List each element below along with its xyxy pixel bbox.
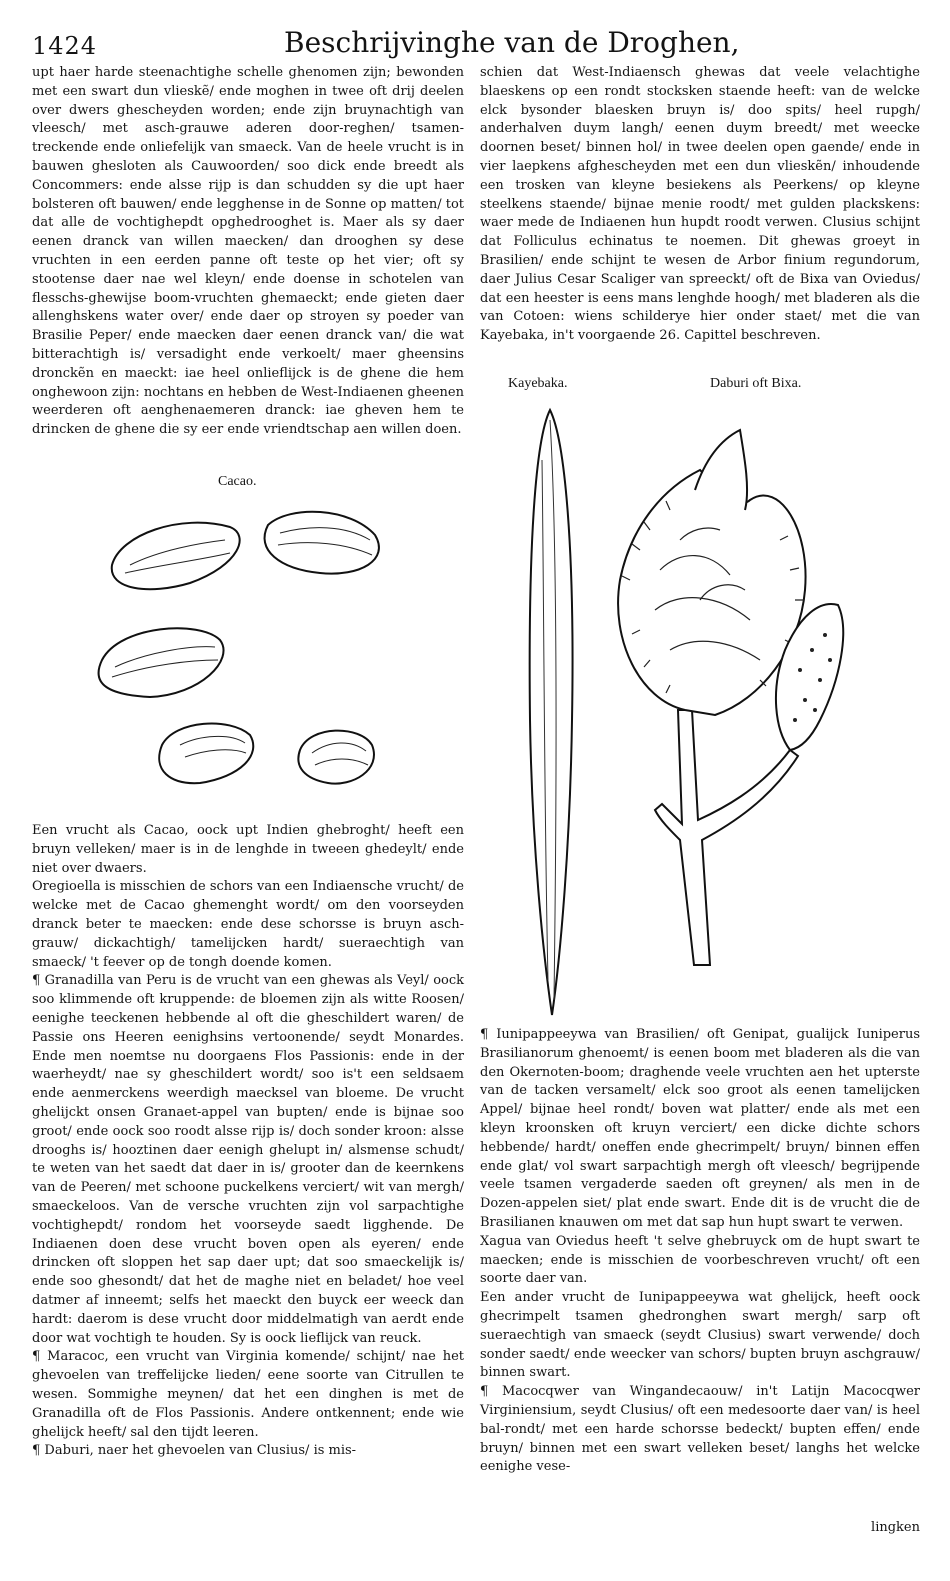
paragraph: Een vrucht als Cacao, oock upt Indien ghebroght/ heeft een bruyn velleken/ maer is in de lenghde in tweeen ghedeylt/ ende niet over dwaers. — [32, 823, 464, 876]
cacao-bean-5 — [298, 731, 374, 784]
page-number: 1424 — [32, 32, 98, 60]
paragraph: Xagua van Oviedus heeft 't selve ghebruyck om de hupt swart te maecken; ende is misschien de voorbeschreven vrucht/ oft een soorte daer van. — [480, 1233, 920, 1287]
kayebaka-daburi-illustration — [520, 400, 920, 1020]
figure-caption-cacao: Cacao. — [218, 474, 257, 489]
left-column-lower-text — [32, 822, 464, 1522]
cacao-bean-3 — [99, 628, 224, 697]
paragraph: ¶ Granadilla van Peru is de vrucht van een ghewas als Veyl/ oock soo klimmende oft kruppende: de bloemen zijn als witte Roosen/ eenighe teeckenen hebbende al oft die gheschildert waren/ de Passie ons Heeren eenighsins vertoonende/ seydt Monardes. Ende men noemtse nu doorgaens Flos Passionis: ende in der waerheydt/ nae sy gheschildert wordt/ soo is't een seldsaem ende aenmerckens weerdigh maecksel van bloeme. De vrucht ghelijckt onsen Granaet-appel van bupten/ ende is bijnae soo groot/ ende oock soo roodt alsse rijp is/ doch sonder kroon: alsse drooghs is/ hooztinen daer eenigh ghelupt in/ alsmense schudt/ te weten van het saedt dat daer in is/ grooter dan de keernkens van de Peeren/ met schoone puckelkens verciert/ wit van mergh/ smaeckeloos. Van de versche vruchten zijn vol sarpachtighe vochtighepdt/ rondom het voorseyde saedt ligghende. De Indiaenen doen dese vrucht boven open als eyeren/ ende drincken oft sloppen het sap daer upt; dat soo smaeckelijk is/ ende soo ghesondt/ dat het de maghe niet en beladet/ hoe veel datmer af inneemt; selfs het maeckt den buyck eer weeck dan hardt: daerom is dese vrucht door middelmatigh van aerdt ende door wat vochtigh te houden. Sy is oock lieflijck van reuck. — [32, 973, 464, 1346]
cacao-beans-illustration — [90, 495, 410, 805]
right-column-top-text — [480, 64, 920, 364]
daburi-stem — [655, 710, 798, 965]
paragraph: Een ander vrucht de Iunipappeeywa wat ghelijck, heeft oock ghecrimpelt tsamen ghedronghen swart mergh/ sarp oft sueraechtigh van smaeck (seydt Clusius) swart verwende/ doch sonder saedt/ ende weecker van schors/ bupten bruyn aschgrauw/ binnen swart. — [480, 1290, 920, 1381]
paragraph: ¶ Daburi, naer het ghevoelen van Clusius/ is mis- — [32, 1443, 357, 1459]
left-column-top-text — [32, 64, 464, 468]
paragraph: ¶ Macocqwer van Wingandecaouw/ in't Latijn Macocqwer Virginiensium, seydt Clusius/ oft een medesoorte daer van/ is heel bal-rondt/ met een harde schorsse bedeckt/ bupten effen/ ende bruyn/ binnen met een swart velleken beset/ langhs het welcke eenighe vese- — [480, 1384, 920, 1475]
cacao-bean-1 — [112, 523, 240, 590]
paragraph: ¶ Maracoc, een vrucht van Virginia komende/ schijnt/ nae het ghevoelen van treffelijcke lieden/ eene soorte van Citrullen te wesen. Sommighe meynen/ dat het een dinghen is met de Granadilla oft de Flos Passionis. Andere ontkennent; ende wie ghelijck heeft/ sal den tijdt leeren. — [32, 1349, 464, 1440]
paragraph: ¶ Iunipappeeywa van Brasilien/ oft Genipat, gualijck Iuniperus Brasilianorum ghenoemt/ is eenen boom met bladeren als die van den Okernoten-boom; draghende veele vruchten aen het upterste van de tacken versamelt/ elck soo groot als eenen tamelijcken Appel/ bijnae heel rondt/ boven wat platter/ ende als met een kleyn kroonsken oft kruyn verciert/ een dicke dichte schors hebbende/ hardt/ oneffen ende ghecrimpelt/ bruyn/ binnen effen ende glat/ vol swart sarpachtigh mergh oft vleesch/ begrijpende veele tsamen vergaderde saeden oft greynen/ als men in de Dozen-appelen siet/ plat ende swart. Ende dit is de vrucht die de Brasilianen knauwen om met dat sap hun hupt swart te verwen. — [480, 1027, 920, 1230]
figure-caption-kayebaka: Kayebaka. — [508, 376, 568, 391]
paragraph: schien dat West-Indiaensch ghewas dat veele velachtighe blaeskens op een rondt stocksken staende heeft: van de welcke elck bysonder blaesken bruyn is/ doo spits/ heel rupgh/ anderhalven duym langh/ eenen duym breedt/ met weecke doornen beset/ binnen hol/ in twee deelen open gaende/ ende in vier laepkens afghescheyden met een dun vlieskẽn/ inhoudende een trosken van kleyne besiekens als Peerkens/ op kleyne steelkens staende/ bijnae menie roodt/ met gulden plackskens: waer mede de Indiaenen hun hupdt roodt verwen. Clusius schijnt dat Folliculus echinatus te noemen. Dit ghewas groeyt in Brasilien/ ende schijnt te wesen de Arbor finium regundorum, daer Julius Cesar Scaliger van spreeckt/ oft de Bixa van Oviedus/ dat een heester is eens mans lenghde hoogh/ met bladeren als die van Cotoen: wiens schilderye hier onder staet/ met die van Kayebaka, in't voorgaende 26. Capittel beschreven. — [480, 65, 920, 344]
page-header — [32, 26, 932, 66]
cacao-bean-4 — [159, 724, 253, 784]
paragraph: Oregioella is misschien de schors van een Indiaensche vrucht/ de welcke met de Cacao ghemenght wordt/ om den voorseyden dranck beter te maecken: ende dese schorsse is bruyn asch-grauw/ dickachtigh/ tamelijcken hardt/ sueraechtigh van smaeck/ 't feever op de tongh doende komen. — [32, 879, 464, 970]
catchword: lingken — [871, 1520, 920, 1535]
daburi-capsule — [618, 430, 805, 715]
figure-caption-daburi: Daburi oft Bixa. — [710, 376, 802, 391]
cacao-bean-2 — [265, 512, 379, 574]
running-title: Beschrijvinghe van de Droghen, — [284, 26, 740, 59]
right-column-lower-text — [480, 1026, 920, 1516]
kayebaka-pod — [530, 410, 573, 1015]
paragraph: upt haer harde steenachtighe schelle ghenomen zijn; bewonden met een swart dun vlieskẽ/ ende moghen in twee oft drij deelen over dwers ghescheyden worden; ende zijn bruynachtigh van vleesch/ met asch-grauwe aderen door-reghen/ tsamen-treckende ende onliefelijk van smaeck. Van de heele vrucht is in bauwen ghesloten als Cauwoorden/ soo dick ende breedt als Concommers: ende alsse rijp is dan schudden sy die upt haer bolsteren oft bauwen/ ende legghense in de Sonne op matten/ tot dat alle de vochtighepdt opghedrooghet is. Maer als sy daer eenen dranck van willen maecken/ dan drooghen sy dese vruchten in een eerden panne oft teste op het vier; oft sy stootense daer nae wel kleyn/ ende doense in schotelen van flesschs-ghewijse boom-vruchten ghemaeckt; ende gieten daer allenghskens water over/ ende daer op stroyen sy poeder van Brasilie Peper/ ende maecken daer eenen dranck van/ die wat bitterachtigh is/ versadight ende verkoelt/ maer gheensins dronckẽn en maeckt: iae heel onlieflijck is de ghene die hem onghewoon zijn: nochtans en hebben de West-Indiaenen gheenen weerderen oft aenghenaemeren dranck: iae gheven hem te drincken de ghene die sy eer ende vriendtschap aen willen doen. — [32, 65, 464, 438]
